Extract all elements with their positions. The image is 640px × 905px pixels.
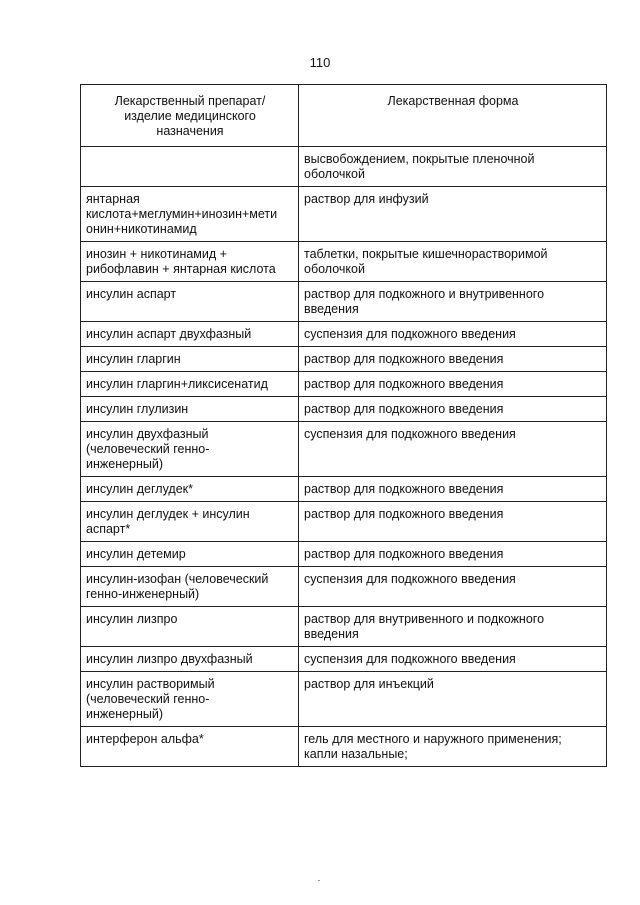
column-header-drug: Лекарственный препарат/ изделие медицинского назначения xyxy=(81,85,299,147)
page-number: 110 xyxy=(309,55,331,70)
table-body xyxy=(81,147,607,767)
dosage-form-cell: раствор для инъекций xyxy=(299,672,607,727)
dosage-form-cell: высвобождением, покрытые пленочной оболочкой xyxy=(299,147,607,187)
table-row xyxy=(81,282,607,322)
dosage-form-cell: раствор для подкожного введения xyxy=(299,477,607,502)
table-row xyxy=(81,397,607,422)
drug-name-cell: инсулин растворимый (человеческий генно- инженерный) xyxy=(81,672,299,727)
drug-name-cell: инсулин аспарт двухфазный xyxy=(81,322,299,347)
table-row xyxy=(81,422,607,477)
drug-name-cell: инсулин детемир xyxy=(81,542,299,567)
table-row xyxy=(81,242,607,282)
dosage-form-cell: гель для местного и наружного применения; капли назальные; xyxy=(299,727,607,767)
drug-name-cell: инсулин гларгин xyxy=(81,347,299,372)
table-row xyxy=(81,187,607,242)
drug-name-cell: интерферон альфа* xyxy=(81,727,299,767)
dosage-form-cell: суспензия для подкожного введения xyxy=(299,322,607,347)
drug-table xyxy=(80,84,607,767)
table-row xyxy=(81,347,607,372)
table-row xyxy=(81,672,607,727)
scan-speck xyxy=(318,880,320,881)
drug-name-cell: инсулин двухфазный (человеческий генно- инженерный) xyxy=(81,422,299,477)
dosage-form-cell: раствор для подкожного введения xyxy=(299,372,607,397)
table-header-row xyxy=(81,85,607,147)
dosage-form-cell: раствор для внутривенного и подкожного введения xyxy=(299,607,607,647)
drug-name-cell: инсулин-изофан (человеческий генно-инженерный) xyxy=(81,567,299,607)
drug-name-cell: инсулин гларгин+ликсисенатид xyxy=(81,372,299,397)
dosage-form-cell: раствор для подкожного введения xyxy=(299,347,607,372)
table-row xyxy=(81,477,607,502)
drug-name-cell: инсулин аспарт xyxy=(81,282,299,322)
drug-name-cell: инсулин лизпро двухфазный xyxy=(81,647,299,672)
drug-name-cell: инсулин деглудек + инсулин аспарт* xyxy=(81,502,299,542)
table-row xyxy=(81,647,607,672)
drug-name-cell: инозин + никотинамид + рибофлавин + янтарная кислота xyxy=(81,242,299,282)
dosage-form-cell: суспензия для подкожного введения xyxy=(299,567,607,607)
dosage-form-cell: суспензия для подкожного введения xyxy=(299,422,607,477)
dosage-form-cell: таблетки, покрытые кишечнорастворимой оболочкой xyxy=(299,242,607,282)
dosage-form-cell: суспензия для подкожного введения xyxy=(299,647,607,672)
table-row xyxy=(81,322,607,347)
drug-name-cell xyxy=(81,147,299,187)
table-row xyxy=(81,607,607,647)
table-row xyxy=(81,567,607,607)
table-row xyxy=(81,372,607,397)
drug-name-cell: инсулин деглудек* xyxy=(81,477,299,502)
table-row xyxy=(81,542,607,567)
dosage-form-cell: раствор для инфузий xyxy=(299,187,607,242)
drug-name-cell: янтарная кислота+меглумин+инозин+мети онин+никотинамид xyxy=(81,187,299,242)
dosage-form-cell: раствор для подкожного введения xyxy=(299,397,607,422)
dosage-form-cell: раствор для подкожного введения xyxy=(299,502,607,542)
table-row xyxy=(81,147,607,187)
table-row xyxy=(81,727,607,767)
table-row xyxy=(81,502,607,542)
dosage-form-cell: раствор для подкожного введения xyxy=(299,542,607,567)
column-header-form: Лекарственная форма xyxy=(299,85,607,147)
dosage-form-cell: раствор для подкожного и внутривенного введения xyxy=(299,282,607,322)
drug-name-cell: инсулин глулизин xyxy=(81,397,299,422)
drug-name-cell: инсулин лизпро xyxy=(81,607,299,647)
